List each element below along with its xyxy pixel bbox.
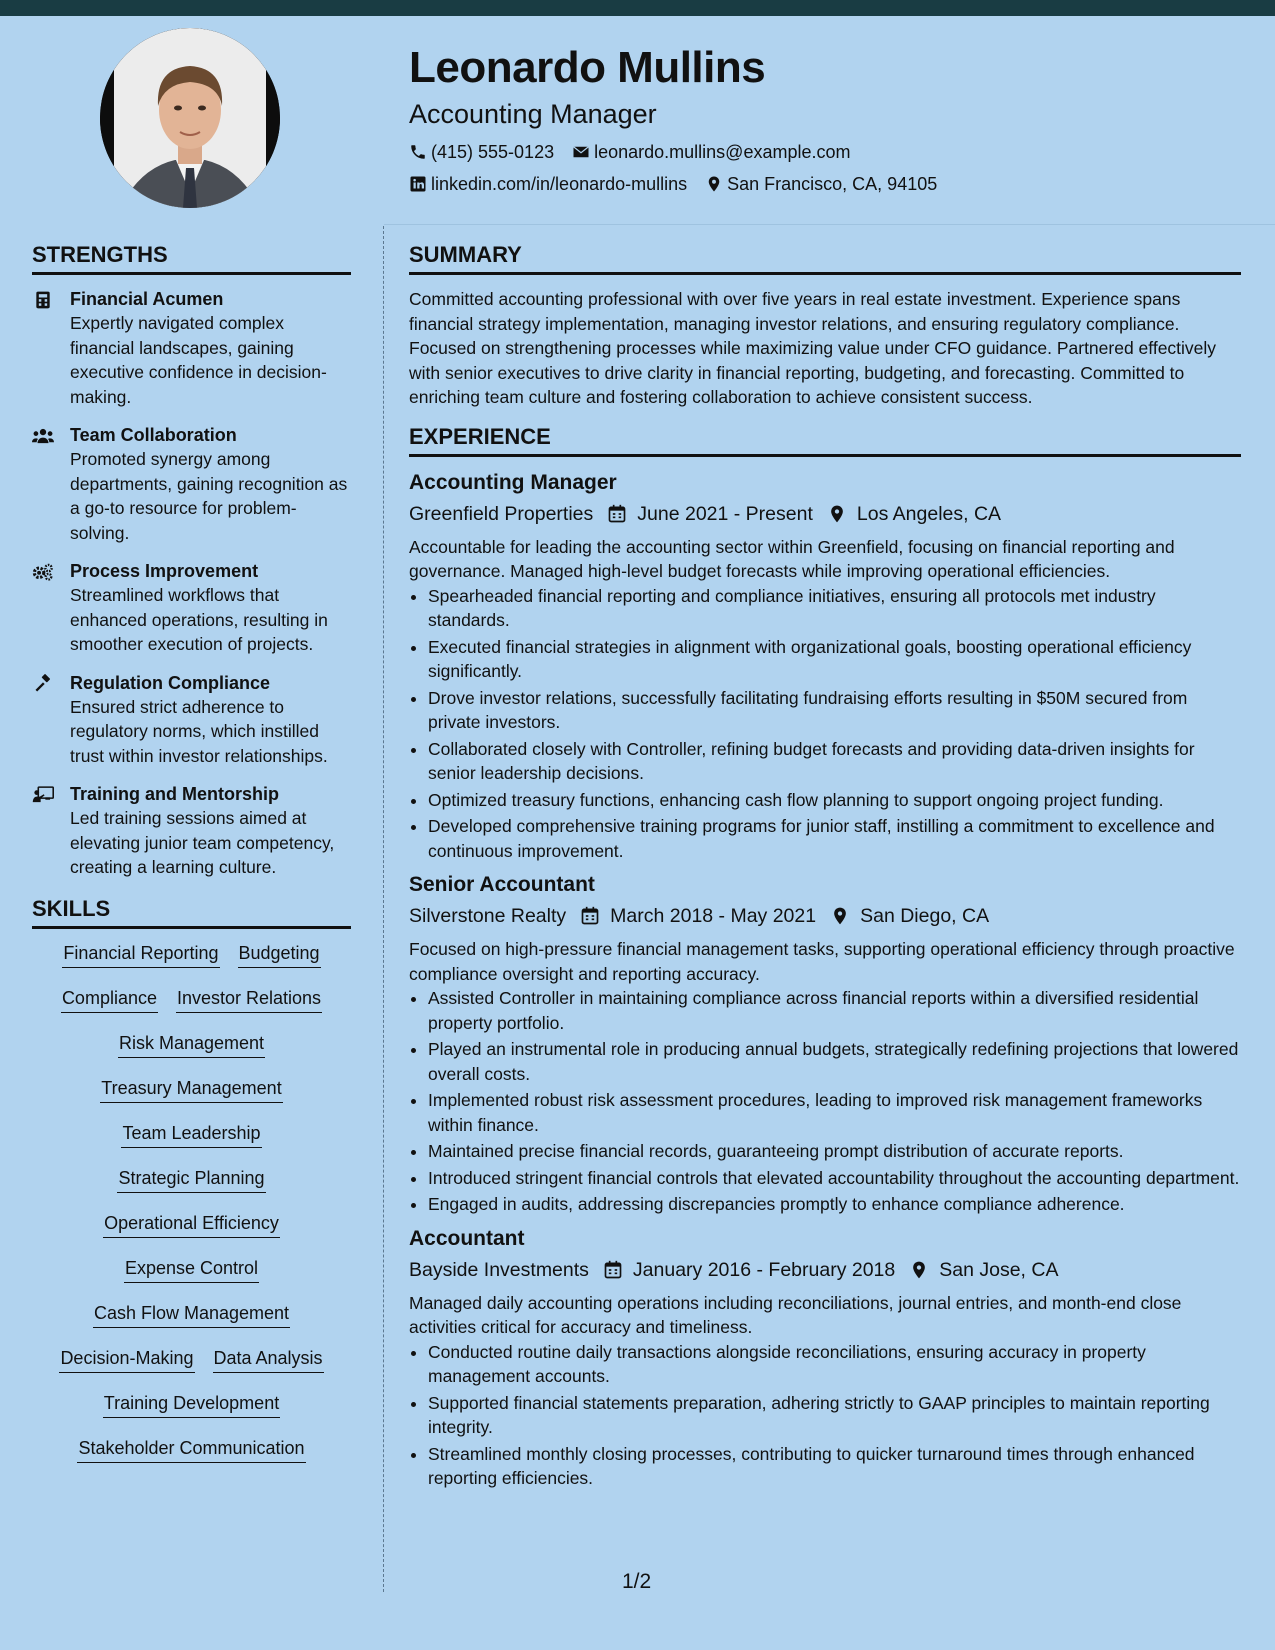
- skill-tag: Strategic Planning: [117, 1166, 265, 1193]
- strength-title: Team Collaboration: [70, 425, 237, 445]
- skill-tag: Investor Relations: [176, 986, 322, 1013]
- job-meta: [409, 901, 1241, 931]
- skill-tag: Training Development: [103, 1391, 280, 1418]
- strength-desc: Led training sessions aimed at elevating junior team competency, creating a learning culture.: [70, 808, 335, 877]
- candidate-title: Accounting Manager: [409, 99, 657, 129]
- contact-email[interactable]: [572, 136, 850, 168]
- resume-header: [409, 40, 1229, 200]
- skills-heading: SKILLS: [32, 894, 351, 929]
- candidate-name: Leonardo Mullins: [409, 43, 766, 92]
- linkedin-text: linkedin.com/in/leonardo-mullins: [431, 174, 688, 194]
- strength-item: [32, 423, 351, 545]
- skill-tag: Financial Reporting: [62, 941, 219, 968]
- strength-item: [32, 671, 351, 769]
- map-pin-icon: [827, 504, 847, 524]
- job-dates: March 2018 - May 2021: [610, 905, 817, 927]
- skill-tag: Decision-Making: [59, 1346, 194, 1373]
- job-title: Accounting Manager: [409, 470, 617, 494]
- list-item: • Maintained precise financial records, guaranteeing prompt distribution of accurate reports.: [428, 1139, 1241, 1164]
- skill-tag: Budgeting: [238, 941, 321, 968]
- skill-tag: Compliance: [61, 986, 158, 1013]
- list-item: • Collaborated closely with Controller, refining budget forecasts and providing data-driven insights for senior leadership decisions.: [428, 737, 1241, 786]
- list-item: • Introduced stringent financial controls that elevated accountability throughout the accounting department.: [428, 1166, 1241, 1191]
- summary-text: Committed accounting professional with over five years in real estate investment. Experience spans financial strategy implementation, managing investor relations, and ensuring regulatory compliance. Focused on strengthening processes while maximizing value under CFO guidance. Partnered effectively with senior executives to drive clarity in financial reporting, budgeting, and forecasting. Committed to enriching team culture and fostering collaboration to achieve consistent success.: [409, 289, 1217, 407]
- job-meta: [409, 499, 1241, 529]
- job-title: Accountant: [409, 1226, 525, 1250]
- page-number: 1/2: [622, 1570, 652, 1593]
- top-accent-bar: [0, 0, 1275, 16]
- skill-tag: Data Analysis: [213, 1346, 324, 1373]
- calendar-icon: [603, 1260, 623, 1280]
- summary-heading: SUMMARY: [409, 240, 1241, 275]
- skill-tag: Stakeholder Communication: [77, 1436, 305, 1463]
- map-pin-icon: [830, 906, 850, 926]
- job-entry: [409, 871, 1241, 1217]
- contact-row-2: [409, 168, 1229, 200]
- envelope-icon: [572, 143, 590, 161]
- job-company: Silverstone Realty: [409, 905, 567, 927]
- users-icon: [32, 426, 54, 446]
- map-pin-icon: [705, 175, 723, 193]
- column-divider: [383, 226, 384, 1592]
- gears-icon: [32, 562, 54, 582]
- email-text: leonardo.mullins@example.com: [594, 142, 851, 162]
- skill-tag: Risk Management: [118, 1031, 265, 1058]
- list-item: • Optimized treasury functions, enhancing cash flow planning to support ongoing project funding.: [428, 788, 1241, 813]
- list-item: • Played an instrumental role in producing annual budgets, strategically redefining projections that lowered overall costs.: [428, 1037, 1241, 1086]
- job-meta: [409, 1255, 1241, 1285]
- job-title: Senior Accountant: [409, 873, 595, 896]
- calendar-icon: [607, 504, 627, 524]
- strength-title: Process Improvement: [70, 561, 259, 581]
- chalkboard-teacher-icon: [32, 785, 54, 805]
- job-company: Bayside Investments: [409, 1258, 589, 1281]
- left-column: [32, 240, 351, 1481]
- strength-desc: Expertly navigated complex financial landscapes, gaining executive confidence in decision-making.: [70, 313, 327, 407]
- contact-linkedin[interactable]: [409, 168, 687, 200]
- skill-tag: Treasury Management: [100, 1076, 282, 1103]
- list-item: • Conducted routine daily transactions alongside reconciliations, ensuring accuracy in property management accounts.: [428, 1340, 1241, 1389]
- job-bullets: [409, 1340, 1241, 1491]
- linkedin-icon: [409, 175, 427, 193]
- right-column: [409, 240, 1241, 1499]
- contact-location: [705, 168, 937, 200]
- list-item: • Executed financial strategies in alignment with organizational goals, boosting operational efficiency significantly.: [428, 635, 1241, 684]
- list-item: • Assisted Controller in maintaining compliance across financial reports within a diversified residential property portfolio.: [428, 986, 1241, 1035]
- profile-photo: [100, 28, 280, 208]
- strength-title: Regulation Compliance: [70, 672, 271, 693]
- strength-desc: Streamlined workflows that enhanced operations, resulting in smoother execution of projects.: [70, 585, 328, 654]
- list-item: • Streamlined monthly closing processes, contributing to quicker turnaround times through enhanced reporting efficiencies.: [428, 1442, 1241, 1491]
- strength-item: [32, 559, 351, 657]
- experience-heading: EXPERIENCE: [409, 422, 1241, 457]
- list-item: • Implemented robust risk assessment procedures, leading to improved risk management frameworks within finance.: [428, 1088, 1241, 1137]
- location-text: San Francisco, CA, 94105: [727, 174, 938, 194]
- job-entry: [409, 1225, 1241, 1491]
- job-location: San Jose, CA: [939, 1258, 1059, 1281]
- header-divider: [384, 224, 1275, 225]
- job-bullets: [409, 584, 1241, 864]
- job-dates: January 2016 - February 2018: [632, 1258, 896, 1281]
- strengths-heading: STRENGTHS: [32, 240, 351, 275]
- list-item: • Engaged in audits, addressing discrepancies promptly to enhance compliance adherence.: [428, 1192, 1241, 1217]
- strength-title: Training and Mentorship: [70, 784, 280, 804]
- job-entry: [409, 469, 1241, 864]
- job-description: Focused on high-pressure financial management tasks, supporting operational efficiency through proactive compliance oversight and reporting accuracy.: [409, 939, 1235, 984]
- strength-desc: Promoted synergy among departments, gaining recognition as a go-to resource for problem-solving.: [70, 449, 348, 543]
- strength-item: [32, 287, 351, 409]
- phone-text: (415) 555-0123: [431, 142, 555, 162]
- phone-icon: [409, 143, 427, 161]
- job-company: Greenfield Properties: [409, 502, 594, 525]
- strength-title: Financial Acumen: [70, 289, 224, 309]
- job-description: Managed daily accounting operations including reconciliations, journal entries, and month-end close activities critical for accuracy and timeliness.: [409, 1292, 1182, 1337]
- skill-tag: Expense Control: [124, 1256, 259, 1283]
- list-item: • Spearheaded financial reporting and compliance initiatives, ensuring all protocols met industry standards.: [428, 584, 1241, 633]
- skill-tag: Team Leadership: [121, 1121, 261, 1148]
- job-description: Accountable for leading the accounting sector within Greenfield, focusing on financial reporting and governance. Managed high-level budget forecasts while improving operational efficiencies.: [409, 536, 1175, 581]
- job-bullets: [409, 986, 1241, 1217]
- skill-tag: Operational Efficiency: [103, 1211, 280, 1238]
- contact-row-1: [409, 136, 1229, 168]
- contact-phone[interactable]: [409, 136, 554, 168]
- list-item: • Developed comprehensive training programs for junior staff, instilling a commitment to excellence and continuous improvement.: [428, 814, 1241, 863]
- job-dates: June 2021 - Present: [637, 502, 813, 525]
- calendar-icon: [580, 906, 600, 926]
- gavel-icon: [32, 674, 54, 694]
- map-pin-icon: [909, 1260, 929, 1280]
- list-item: • Supported financial statements preparation, adhering strictly to GAAP principles to maintain reporting integrity.: [428, 1391, 1241, 1440]
- job-location: San Diego, CA: [860, 905, 990, 927]
- job-location: Los Angeles, CA: [856, 502, 1002, 525]
- skill-tag: Cash Flow Management: [93, 1301, 290, 1328]
- calculator-icon: [32, 290, 54, 310]
- list-item: • Drove investor relations, successfully facilitating fundraising efforts resulting in $50M secured from private investors.: [428, 686, 1241, 735]
- strength-item: [32, 782, 351, 880]
- skills-list: [32, 941, 351, 1481]
- strength-desc: Ensured strict adherence to regulatory norms, which instilled trust within investor relationships.: [70, 696, 328, 766]
